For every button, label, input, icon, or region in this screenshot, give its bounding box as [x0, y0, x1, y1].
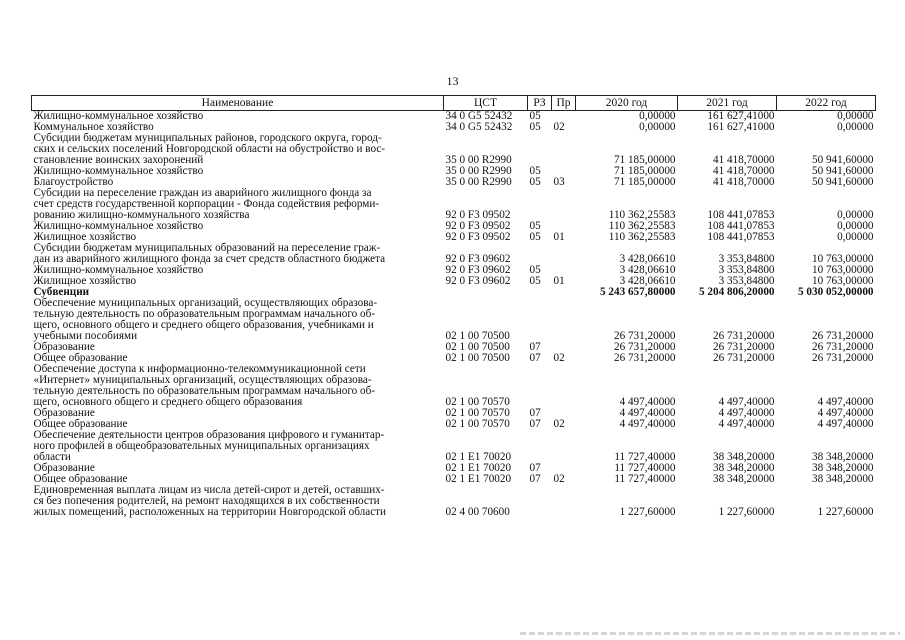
row-cst: 34 0 G5 52432 [445, 121, 513, 133]
row-value-2021: 108 441,07853 [707, 231, 775, 243]
row-pr [552, 364, 576, 408]
table-row [32, 133, 876, 166]
row-pr: 02 [553, 418, 565, 430]
row-value-2021: 5 204 806,20000 [698, 286, 775, 298]
row-pr: 01 [553, 275, 565, 287]
row-value-2020: 26 731,20000 [613, 352, 676, 364]
row-cst: 02 1 E1 70020 [445, 451, 512, 463]
row-pr [552, 485, 576, 518]
row-name [32, 188, 444, 221]
header-year-2022: 2022 год [777, 96, 876, 111]
row-cst: 92 0 F3 09502 [445, 209, 511, 221]
row-value-2021: 26 731,20000 [712, 352, 775, 364]
row-value-2020: 26 731,20000 [613, 341, 676, 353]
row-name-line: «Интернет» муниципальных организаций, осуществляющих образова- [33, 374, 372, 386]
row-rz: 05 [529, 275, 541, 287]
row-value-2021: 38 348,20000 [712, 462, 775, 474]
row-name-line: щего, основного общего и среднего общего образования [33, 396, 303, 408]
row-cst: 92 0 F3 09602 [445, 264, 511, 276]
row-pr [552, 298, 576, 342]
row-name [32, 298, 444, 342]
row-rz: 05 [529, 121, 541, 133]
row-cst: 92 0 F3 09602 [445, 275, 511, 287]
row-value-2022: 26 731,20000 [811, 352, 874, 364]
row-value-2020: 4 497,40000 [619, 407, 676, 419]
row-cst: 02 1 00 70500 [445, 352, 510, 364]
row-value-2021: 41 418,70000 [712, 165, 775, 177]
header-pr: Пр [552, 96, 576, 111]
header-name: Наименование [32, 96, 444, 111]
row-value-2020: 71 185,00000 [613, 176, 676, 188]
row-name [32, 243, 444, 265]
row-value-2022: 10 763,00000 [811, 264, 874, 276]
row-cst: 02 1 00 70500 [445, 341, 510, 353]
row-name-line: Образование [33, 341, 95, 353]
table-body [32, 111, 876, 519]
row-name-line: тельную деятельность по образовательным программам начального об- [33, 308, 376, 320]
row-value-2020: 3 428,06610 [619, 264, 676, 276]
row-rz: 05 [529, 231, 541, 243]
header-year-2020: 2020 год [576, 96, 678, 111]
row-cst: 02 1 00 70570 [445, 407, 510, 419]
row-value-2021: 26 731,20000 [712, 341, 775, 353]
page-number: 13 [446, 74, 459, 88]
row-value-2020: 11 727,40000 [614, 473, 676, 485]
row-value-2021: 4 497,40000 [718, 396, 775, 408]
row-rz [528, 188, 552, 221]
row-cst: 02 4 00 70600 [445, 506, 510, 518]
row-pr: 02 [553, 352, 565, 364]
row-rz: 05 [529, 165, 541, 177]
row-name-line: рованию жилищно-коммунального хозяйства [33, 209, 250, 221]
row-name-line: Обеспечение муниципальных организаций, осуществляющих образова- [33, 297, 378, 309]
row-cst: 35 0 00 R2990 [445, 165, 512, 177]
row-pr [552, 243, 576, 265]
row-value-2021: 161 627,41000 [707, 121, 775, 133]
row-value-2020: 71 185,00000 [613, 154, 676, 166]
table-header-row [32, 96, 876, 111]
row-value-2021: 41 418,70000 [712, 176, 775, 188]
row-cst: 35 0 00 R2990 [445, 154, 512, 166]
row-rz [528, 298, 552, 342]
row-rz: 05 [529, 220, 541, 232]
table-row [32, 364, 876, 408]
row-name-line: Коммунальное хозяйство [33, 121, 154, 133]
header-rz: РЗ [528, 96, 552, 111]
row-name-line: жилых помещений, расположенных на территории Новгородской области [33, 506, 387, 518]
row-name-line: Субсидии бюджетам муниципальных образований на переселение граж- [33, 242, 381, 254]
budget-table [31, 95, 876, 518]
row-name-line: Общее образование [33, 418, 128, 430]
row-value-2021: 108 441,07853 [707, 220, 775, 232]
row-pr: 01 [553, 231, 565, 243]
row-rz: 05 [529, 176, 541, 188]
row-name-line: области [33, 451, 71, 463]
row-value-2022: 50 941,60000 [811, 154, 874, 166]
row-value-2021: 26 731,20000 [712, 330, 775, 342]
row-value-2022: 50 941,60000 [811, 176, 874, 188]
row-value-2022: 50 941,60000 [811, 165, 874, 177]
row-name-line: ских и сельских поселений Новгородской области на обустройство и вос- [33, 143, 386, 155]
row-name-line: Субсидии на переселение граждан из аварийного жилищного фонда за [33, 187, 372, 199]
row-value-2022: 10 763,00000 [811, 275, 874, 287]
row-rz: 07 [529, 462, 541, 474]
row-rz [528, 287, 552, 298]
row-name-line: Жилищное хозяйство [33, 231, 137, 243]
row-value-2022: 10 763,00000 [811, 253, 874, 265]
row-value-2022: 0,00000 [837, 121, 874, 133]
row-name-line: ного профилей в общеобразовательных муниципальных организациях [33, 440, 370, 452]
row-cst [444, 287, 528, 298]
row-name-line: Жилищное хозяйство [33, 275, 137, 287]
row-value-2021: 3 353,84800 [718, 275, 775, 287]
table-row [32, 430, 876, 463]
row-name-line: Жилищно-коммунальное хозяйство [33, 264, 204, 276]
row-value-2022: 38 348,20000 [811, 462, 874, 474]
row-name-line: дан из аварийного жилищного фонда за счет средств областного бюджета [33, 253, 386, 265]
row-value-2022: 5 030 052,00000 [797, 286, 874, 298]
row-value-2021: 3 353,84800 [718, 253, 775, 265]
row-rz: 07 [529, 418, 541, 430]
row-rz: 05 [529, 264, 541, 276]
row-rz [528, 485, 552, 518]
row-name-line: Общее образование [33, 352, 128, 364]
row-value-2020: 4 497,40000 [619, 396, 676, 408]
header-cst: ЦСТ [444, 96, 528, 111]
row-name-line: Жилищно-коммунальное хозяйство [33, 165, 204, 177]
row-rz: 07 [529, 407, 541, 419]
row-pr: 02 [553, 121, 565, 133]
row-value-2022: 0,00000 [837, 220, 874, 232]
row-name-line: Благоустройство [33, 176, 114, 188]
row-value-2022: 1 227,60000 [817, 506, 874, 518]
row-value-2021: 41 418,70000 [712, 154, 775, 166]
row-value-2020: 5 243 657,80000 [599, 286, 676, 298]
row-rz: 07 [529, 352, 541, 364]
row-name-line: становление воинских захоронений [33, 154, 204, 166]
row-name [32, 485, 444, 518]
row-name-line: Субсидии бюджетам муниципальных районов, городского округа, город- [33, 132, 382, 144]
row-cst: 02 1 00 70570 [445, 396, 510, 408]
row-value-2021: 161 627,41000 [707, 110, 775, 122]
row-cst: 02 1 E1 70020 [445, 462, 512, 474]
row-value-2020: 26 731,20000 [613, 330, 676, 342]
row-name-line: Субвенции [33, 286, 90, 298]
row-value-2021: 108 441,07853 [707, 209, 775, 221]
table-row [32, 188, 876, 221]
row-name-line: щего, основного общего и среднего общего образования, учебниками и [33, 319, 374, 331]
row-name-line: Жилищно-коммунальное хозяйство [33, 220, 204, 232]
table-row [32, 298, 876, 342]
row-value-2021: 4 497,40000 [718, 407, 775, 419]
row-value-2020: 110 362,25583 [608, 231, 676, 243]
row-rz [528, 430, 552, 463]
row-value-2020: 3 428,06610 [619, 253, 676, 265]
row-rz [528, 133, 552, 166]
row-value-2022: 0,00000 [837, 209, 874, 221]
header-year-2021: 2021 год [678, 96, 777, 111]
row-value-2021: 38 348,20000 [712, 473, 775, 485]
row-name-line: Обеспечение деятельности центров образования цифрового и гуманитар- [33, 429, 385, 441]
row-cst: 92 0 F3 09602 [445, 253, 511, 265]
row-value-2022: 0,00000 [837, 110, 874, 122]
row-pr [552, 188, 576, 221]
row-name-line: Единовременная выплата лицам из числа детей-сирот и детей, оставших- [33, 484, 385, 496]
table-row [32, 243, 876, 265]
row-value-2021: 3 353,84800 [718, 264, 775, 276]
row-cst: 02 1 E1 70020 [445, 473, 512, 485]
scan-artifact [520, 632, 900, 635]
row-cst: 92 0 F3 09502 [445, 220, 511, 232]
row-value-2022: 38 348,20000 [811, 473, 874, 485]
row-value-2022: 26 731,20000 [811, 341, 874, 353]
row-name-line: Обеспечение доступа к информационно-телекоммуникационной сети [33, 363, 366, 375]
row-rz [528, 243, 552, 265]
row-name-line: Жилищно-коммунальное хозяйство [33, 110, 204, 122]
row-value-2022: 38 348,20000 [811, 451, 874, 463]
row-value-2020: 110 362,25583 [608, 209, 676, 221]
row-name-line: Образование [33, 407, 95, 419]
row-pr: 02 [553, 473, 565, 485]
row-name-line: учебными пособиями [33, 330, 138, 342]
row-cst: 92 0 F3 09502 [445, 231, 511, 243]
row-name-line: Образование [33, 462, 95, 474]
row-rz [528, 364, 552, 408]
row-value-2021: 38 348,20000 [712, 451, 775, 463]
row-name-line: тельную деятельность по образовательным программам начального об- [33, 385, 376, 397]
row-pr [552, 430, 576, 463]
row-value-2020: 71 185,00000 [613, 165, 676, 177]
row-value-2020: 0,00000 [639, 110, 676, 122]
row-value-2020: 0,00000 [639, 121, 676, 133]
row-value-2020: 1 227,60000 [619, 506, 676, 518]
row-cst: 02 1 00 70570 [445, 418, 510, 430]
row-name [32, 364, 444, 408]
row-value-2020: 110 362,25583 [608, 220, 676, 232]
row-cst: 02 1 00 70500 [445, 330, 510, 342]
row-rz: 05 [529, 110, 541, 122]
table-row [32, 485, 876, 518]
row-value-2022: 4 497,40000 [817, 396, 874, 408]
row-value-2020: 11 727,40000 [614, 462, 676, 474]
row-value-2020: 11 727,40000 [614, 451, 676, 463]
row-value-2020: 3 428,06610 [619, 275, 676, 287]
row-name [32, 133, 444, 166]
row-cst: 34 0 G5 52432 [445, 110, 513, 122]
row-pr: 03 [553, 176, 565, 188]
row-name [32, 276, 444, 287]
row-pr [552, 133, 576, 166]
row-rz: 07 [529, 473, 541, 485]
row-value-2022: 0,00000 [837, 231, 874, 243]
row-value-2020: 4 497,40000 [619, 418, 676, 430]
row-value-2022: 4 497,40000 [817, 418, 874, 430]
row-rz: 07 [529, 341, 541, 353]
row-name-line: Общее образование [33, 473, 128, 485]
row-value-2021: 4 497,40000 [718, 418, 775, 430]
row-name-line: ся без попечения родителей, на ремонт находящихся в их собственности [33, 495, 380, 507]
row-name [32, 430, 444, 463]
row-value-2021: 1 227,60000 [718, 506, 775, 518]
row-cst: 35 0 00 R2990 [445, 176, 512, 188]
row-name-line: счет средств государственной корпорации - Фонда содействия реформи- [33, 198, 380, 210]
row-value-2022: 26 731,20000 [811, 330, 874, 342]
row-value-2022: 4 497,40000 [817, 407, 874, 419]
row-pr [552, 287, 576, 298]
